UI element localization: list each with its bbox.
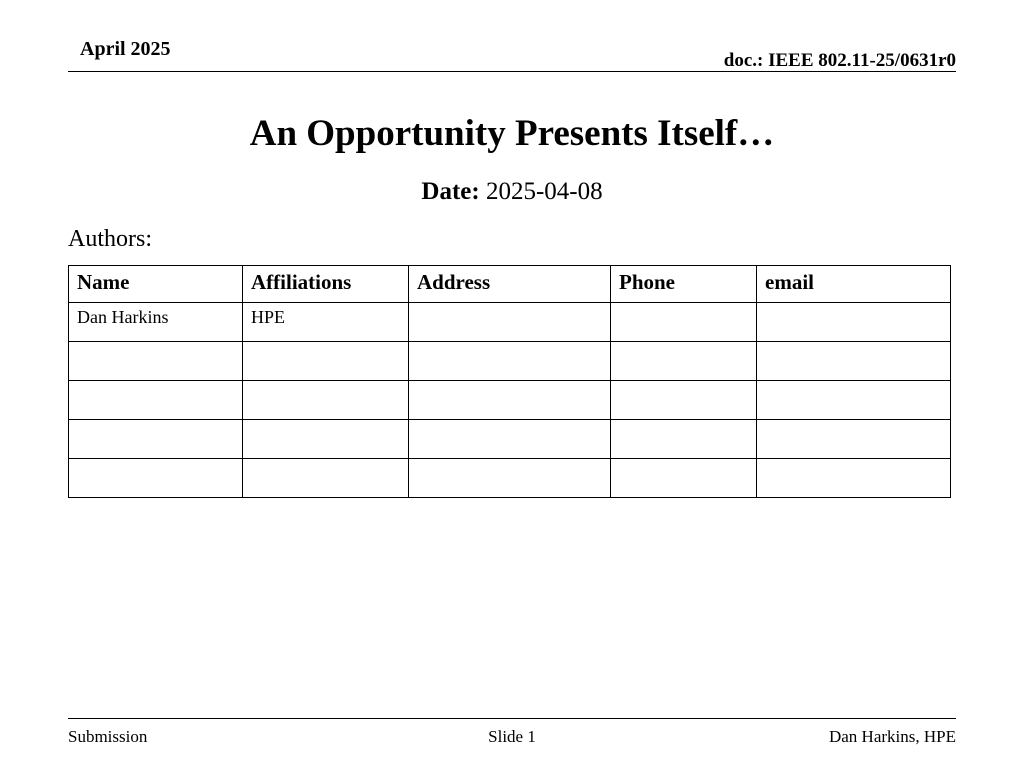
header-date: April 2025 xyxy=(80,38,171,60)
cell-email xyxy=(757,303,951,342)
cell-affiliations xyxy=(243,459,409,498)
table-header-row xyxy=(69,266,951,303)
footer-slide-number: Slide 1 xyxy=(488,727,536,746)
cell-email xyxy=(757,459,951,498)
cell-address xyxy=(409,342,611,381)
cell-name xyxy=(69,342,243,381)
cell-email xyxy=(757,420,951,459)
cell-phone xyxy=(611,420,757,459)
header-divider xyxy=(68,71,956,72)
cell-address xyxy=(409,459,611,498)
table-row xyxy=(69,459,951,498)
cell-address xyxy=(409,420,611,459)
column-header-email: email xyxy=(757,266,951,303)
column-header-address: Address xyxy=(409,266,611,303)
cell-name xyxy=(69,459,243,498)
table-row xyxy=(69,420,951,459)
cell-affiliations xyxy=(243,381,409,420)
date-line xyxy=(0,178,1024,206)
cell-phone xyxy=(611,381,757,420)
table-row xyxy=(69,381,951,420)
date-value: 2025-04-08 xyxy=(485,178,603,205)
header-document-number: doc.: IEEE 802.11-25/0631r0 xyxy=(723,50,956,71)
cell-phone xyxy=(611,459,757,498)
table-row xyxy=(69,303,951,342)
page-title: An Opportunity Presents Itself… xyxy=(249,113,775,154)
slide-footer xyxy=(68,727,956,749)
cell-email xyxy=(757,342,951,381)
cell-phone xyxy=(611,342,757,381)
authors-label: Authors: xyxy=(68,226,152,252)
date-label: Date: xyxy=(421,178,480,205)
cell-affiliations: HPE xyxy=(243,303,409,342)
footer-divider xyxy=(68,718,956,719)
cell-address xyxy=(409,303,611,342)
cell-name xyxy=(69,381,243,420)
slide-header xyxy=(68,38,956,71)
cell-name xyxy=(69,420,243,459)
footer-author: Dan Harkins, HPE xyxy=(828,727,956,746)
authors-table xyxy=(68,265,951,498)
column-header-phone: Phone xyxy=(611,266,757,303)
table-row xyxy=(69,342,951,381)
cell-affiliations xyxy=(243,420,409,459)
cell-address xyxy=(409,381,611,420)
footer-submission: Submission xyxy=(68,727,148,746)
cell-email xyxy=(757,381,951,420)
column-header-name: Name xyxy=(69,266,243,303)
cell-phone xyxy=(611,303,757,342)
cell-affiliations xyxy=(243,342,409,381)
column-header-affiliations: Affiliations xyxy=(243,266,409,303)
cell-name: Dan Harkins xyxy=(69,303,243,342)
